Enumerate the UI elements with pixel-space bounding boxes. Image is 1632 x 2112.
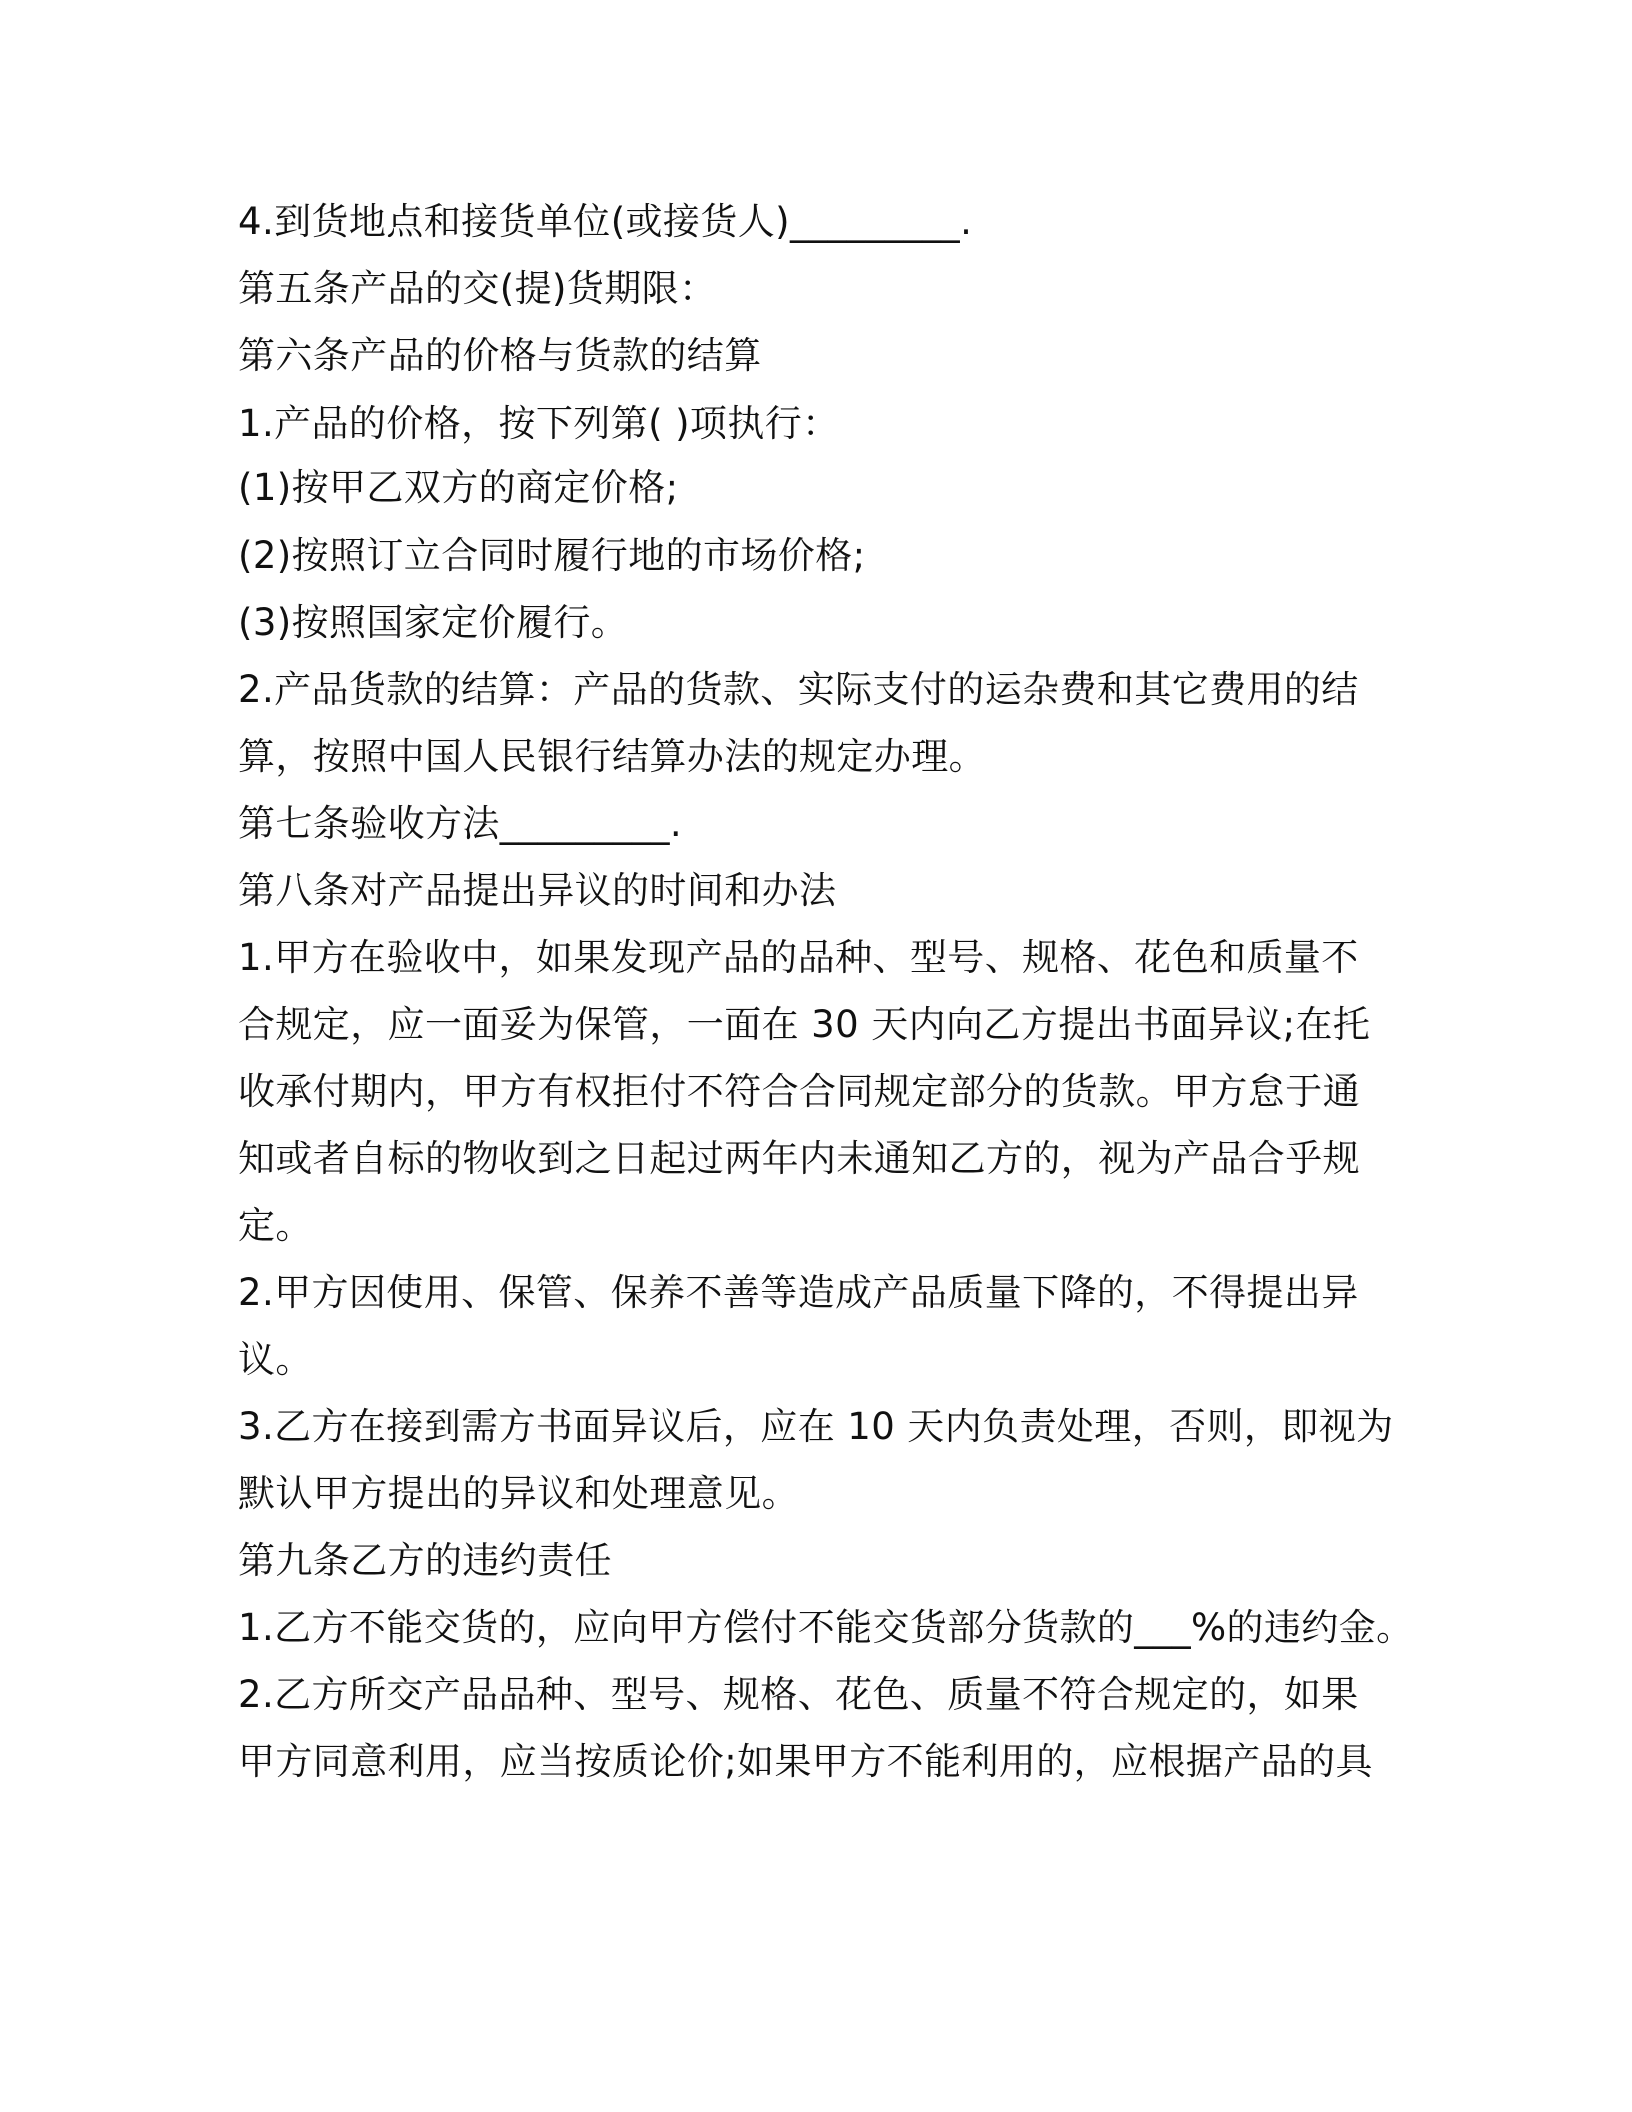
text-line: 1.产品的价格，按下列第( )项执行： xyxy=(238,402,840,445)
text-line: 算，按照中国人民银行结算办法的规定办理。 xyxy=(238,735,986,778)
text-line: (2)按照订立合同时履行地的市场价格; xyxy=(238,534,866,577)
text-line: 甲方同意利用，应当按质论价;如果甲方不能利用的，应根据产品的具 xyxy=(238,1740,1373,1783)
text-line: 2.产品货款的结算：产品的货款、实际支付的运杂费和其它费用的结 xyxy=(238,668,1359,711)
text-line: 3.乙方在接到需方书面异议后，应在 10 天内负责处理，否则，即视为 xyxy=(238,1405,1394,1448)
text-line: (1)按甲乙双方的商定价格; xyxy=(238,466,679,509)
text-line: 2.乙方所交产品品种、型号、规格、花色、质量不符合规定的，如果 xyxy=(238,1673,1359,1716)
text-line: 默认甲方提出的异议和处理意见。 xyxy=(238,1472,799,1515)
text-line: 1.甲方在验收中，如果发现产品的品种、型号、规格、花色和质量不 xyxy=(238,936,1359,979)
text-line: 定。 xyxy=(238,1204,313,1247)
text-line: 收承付期内，甲方有权拒付不符合合同规定部分的货款。甲方怠于通 xyxy=(238,1070,1360,1113)
text-line: 第八条对产品提出异议的时间和办法 xyxy=(238,869,837,912)
text-line: 第七条验收方法_________. xyxy=(238,802,683,845)
text-line: 第五条产品的交(提)货期限： xyxy=(238,267,717,310)
text-line: (3)按照国家定价履行。 xyxy=(238,601,629,644)
text-line: 合规定，应一面妥为保管，一面在 30 天内向乙方提出书面异议;在托 xyxy=(238,1003,1371,1046)
text-line: 第六条产品的价格与货款的结算 xyxy=(238,334,762,377)
text-line: 2.甲方因使用、保管、保养不善等造成产品质量下降的，不得提出异 xyxy=(238,1271,1359,1314)
text-line: 第九条乙方的违约责任 xyxy=(238,1539,612,1582)
text-line: 4.到货地点和接货单位(或接货人)_________. xyxy=(238,200,973,243)
text-line: 知或者自标的物收到之日起过两年内未通知乙方的，视为产品合乎规 xyxy=(238,1137,1360,1180)
text-line: 1.乙方不能交货的，应向甲方偿付不能交货部分货款的___%的违约金。 xyxy=(238,1606,1414,1649)
text-line: 议。 xyxy=(238,1338,313,1381)
